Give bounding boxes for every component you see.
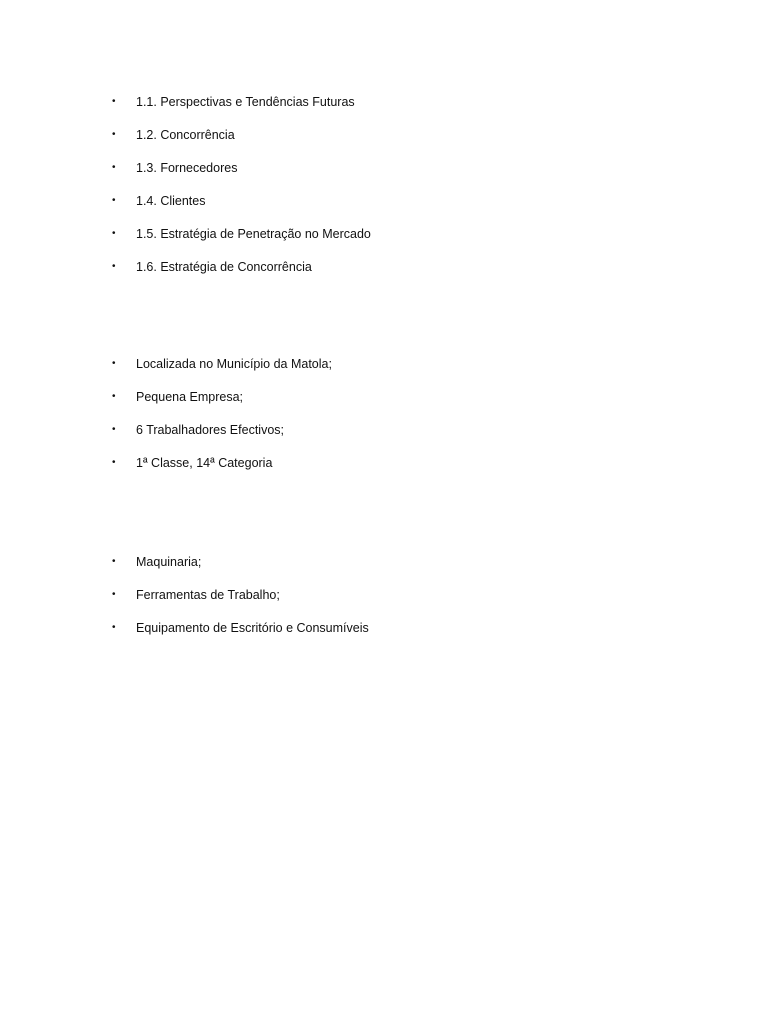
bullet-icon: • (112, 424, 116, 435)
list-item-text: 1.3. Fornecedores (136, 161, 238, 175)
bullet-icon: • (112, 589, 116, 600)
bullet-icon: • (112, 358, 116, 369)
list-item-text: 1.5. Estratégia de Penetração no Mercado (136, 227, 371, 241)
bullet-icon: • (112, 391, 116, 402)
bullet-icon: • (112, 622, 116, 633)
bullet-icon: • (112, 228, 116, 239)
list-item-text: Pequena Empresa; (136, 390, 244, 404)
bullet-icon: • (112, 129, 116, 140)
bullet-icon: • (112, 162, 116, 173)
list-item-text: 1.4. Clientes (136, 194, 206, 208)
bullet-icon: • (112, 195, 116, 206)
bullet-icon: • (112, 261, 116, 272)
bullet-icon: • (112, 96, 116, 107)
list-item-text: 1.1. Perspectivas e Tendências Futuras (136, 95, 355, 109)
list-item-text: Ferramentas de Trabalho; (136, 588, 280, 602)
list-item-text: 1ª Classe, 14ª Categoria (136, 456, 273, 470)
list-item-text: Maquinaria; (136, 555, 202, 569)
list-item-text: Equipamento de Escritório e Consumíveis (136, 621, 369, 635)
bullet-icon: • (112, 556, 116, 567)
bullet-icon: • (112, 457, 116, 468)
list-item-text: 6 Trabalhadores Efectivos; (136, 423, 284, 437)
list-item-text: Localizada no Município da Matola; (136, 357, 332, 371)
list-item-text: 1.6. Estratégia de Concorrência (136, 260, 312, 274)
list-item-text: 1.2. Concorrência (136, 128, 235, 142)
